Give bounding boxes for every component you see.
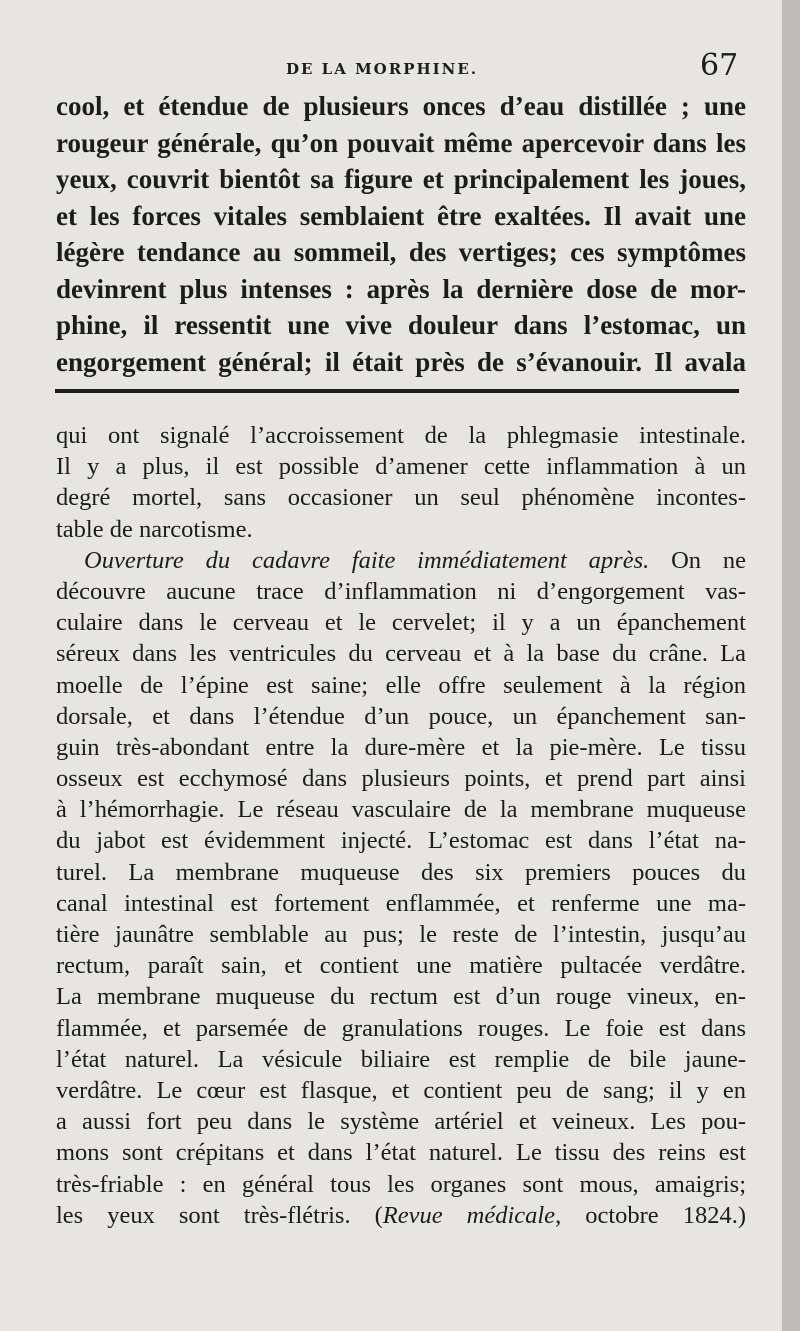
main-text-line: cool, et étendue de plusieurs onces d’eau distillée ; une (56, 91, 746, 121)
autopsy-heading: Ouverture du cadavre faite immédiatement après. (84, 546, 650, 574)
autopsy-line: guin très-abondant entre la dure-mère et la pie-mère. Le tissu (56, 733, 746, 761)
autopsy-line: verdâtre. Le cœur est flasque, et contient peu de sang; il y en (56, 1076, 746, 1104)
main-text-line: yeux, couvrit bientôt sa figure et principalement les joues, (56, 164, 746, 194)
autopsy-heading-line (56, 545, 746, 576)
running-header (0, 48, 800, 88)
autopsy-line: dorsale, et dans l’étendue d’un pouce, un épanchement san- (56, 702, 746, 730)
autopsy-heading-tail: On ne (649, 546, 746, 574)
footnote-line: Il y a plus, il est possible d’amener cette inflammation à un (56, 453, 746, 481)
autopsy-line: osseux est ecchymosé dans plusieurs points, et prend part ainsi (56, 765, 746, 793)
autopsy-line: à l’hémorrhagie. Le réseau vasculaire de la membrane muqueuse (56, 796, 746, 824)
page-edge-shadow (782, 0, 800, 1331)
last-line-prefix: les yeux sont très-flétris. ( (56, 1201, 383, 1229)
source-citation: Revue médicale (382, 1201, 556, 1229)
main-text-line: devinrent plus intenses : après la dernière dose de mor- (56, 273, 746, 304)
autopsy-line: découvre aucune trace d’inflammation ni d’engorgement vas- (56, 577, 746, 605)
autopsy-line: tière jaunâtre semblable au pus; le reste de l’intestin, jusqu’au (56, 921, 746, 948)
footnote-line: degré mortel, sans occasioner un seul phénomène incontes- (56, 484, 746, 512)
running-title: DE LA MORPHINE. (286, 60, 479, 78)
footnote (56, 420, 746, 1231)
autopsy-line: turel. La membrane muqueuse des six premiers pouces du (56, 858, 746, 886)
autopsy-line: La membrane muqueuse du rectum est d’un rouge vineux, en- (56, 983, 746, 1011)
page-number: 67 (700, 48, 739, 83)
autopsy-line: très-friable : en général tous les organes sont mous, amaigris; (56, 1170, 746, 1198)
autopsy-line: mons sont crépitans et dans l’état naturel. Le tissu des reins est (56, 1139, 746, 1167)
autopsy-line: flammée, et parsemée de granulations rouges. Le foie est dans (56, 1014, 746, 1042)
main-text-line: rougeur générale, qu’on pouvait même apercevoir dans les (56, 127, 746, 158)
autopsy-line: a aussi fort peu dans le système artériel et veineux. Les pou- (56, 1108, 746, 1136)
main-text-line: et les forces vitales semblaient être exaltées. Il avait une (56, 200, 746, 231)
autopsy-last-line (56, 1200, 746, 1231)
main-text-line: phine, il ressentit une vive douleur dans l’estomac, un (56, 310, 746, 340)
autopsy-line: rectum, paraît sain, et contient une matière pultacée verdâtre. (56, 952, 746, 980)
main-text-line: légère tendance au sommeil, des vertiges; ces symptômes (56, 237, 746, 267)
autopsy-line: canal intestinal est fortement enflammée, et renferme une ma- (56, 889, 746, 917)
main-text-line: engorgement général; il était près de s’évanouir. Il avala (56, 346, 746, 377)
autopsy-line: du jabot est évidemment injecté. L’estomac est dans l’état na- (56, 827, 746, 855)
autopsy-line: séreux dans les ventricules du cerveau et à la base du crâne. La (56, 640, 746, 668)
autopsy-line: l’état naturel. La vésicule biliaire est remplie de bile jaune- (56, 1045, 746, 1073)
footnote-line: qui ont signalé l’accroissement de la phlegmasie intestinale. (56, 422, 746, 449)
autopsy-line: culaire dans le cerveau et le cervelet; il y a un épanchement (56, 609, 746, 637)
footnote-separator-rule (55, 389, 739, 393)
autopsy-line: moelle de l’épine est saine; elle offre seulement à la région (56, 671, 746, 699)
main-text (56, 88, 746, 380)
footnote-line: table de narcotisme. (56, 515, 253, 543)
last-line-suffix: , octobre 1824.) (555, 1201, 746, 1229)
